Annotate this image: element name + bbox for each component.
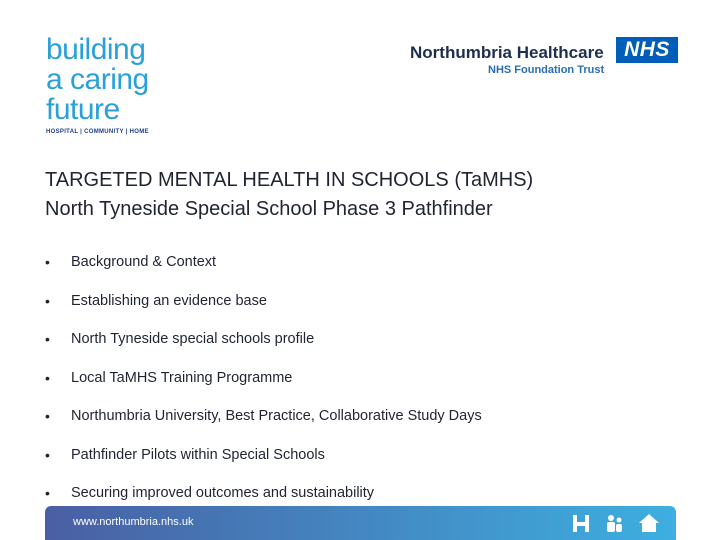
bullet-marker: •: [45, 254, 50, 270]
logo-line-1: building: [46, 33, 146, 66]
organisation-subtitle: NHS Foundation Trust: [488, 64, 605, 76]
nhs-logo-badge: NHS: [616, 37, 678, 63]
slide-title-line-1: TARGETED MENTAL HEALTH IN SCHOOLS (TaMHS): [45, 169, 534, 191]
organisation-name: Northumbria Healthcare: [410, 43, 604, 62]
logo-line-3: future: [46, 93, 120, 126]
community-icon: [604, 512, 626, 534]
list-item-text: Local TaMHS Training Programme: [71, 369, 293, 386]
slide-title: [45, 166, 685, 224]
bullet-marker: •: [45, 369, 50, 386]
list-item-text: Pathfinder Pilots within Special Schools: [71, 446, 325, 463]
slide-title-line-2: North Tyneside Special School Phase 3 Pathfinder: [45, 198, 493, 220]
bullet-marker: •: [45, 331, 50, 347]
footer-url-link[interactable]: www.northumbria.nhs.uk: [73, 516, 194, 528]
bullet-marker: •: [45, 292, 50, 309]
bullet-marker: •: [45, 408, 50, 424]
home-icon: [638, 512, 660, 534]
building-a-caring-future-logo: [46, 35, 176, 135]
hospital-icon: [570, 512, 592, 534]
list-item-text: Securing improved outcomes and sustainability: [71, 485, 375, 501]
logo-tagline: HOSPITAL | COMMUNITY | HOME: [46, 129, 149, 135]
list-item-text: Establishing an evidence base: [71, 292, 267, 309]
list-item-text: Background & Context: [71, 254, 217, 270]
trust-logo: [410, 37, 680, 77]
list-item-text: North Tyneside special schools profile: [71, 331, 315, 347]
footer-bar: [45, 506, 676, 540]
bullet-marker: •: [45, 446, 50, 463]
footer-icons: [570, 512, 662, 534]
list-item-text: Northumbria University, Best Practice, Collaborative Study Days: [71, 408, 482, 424]
logo-line-2: a caring: [46, 63, 149, 96]
bullet-marker: •: [45, 485, 50, 501]
